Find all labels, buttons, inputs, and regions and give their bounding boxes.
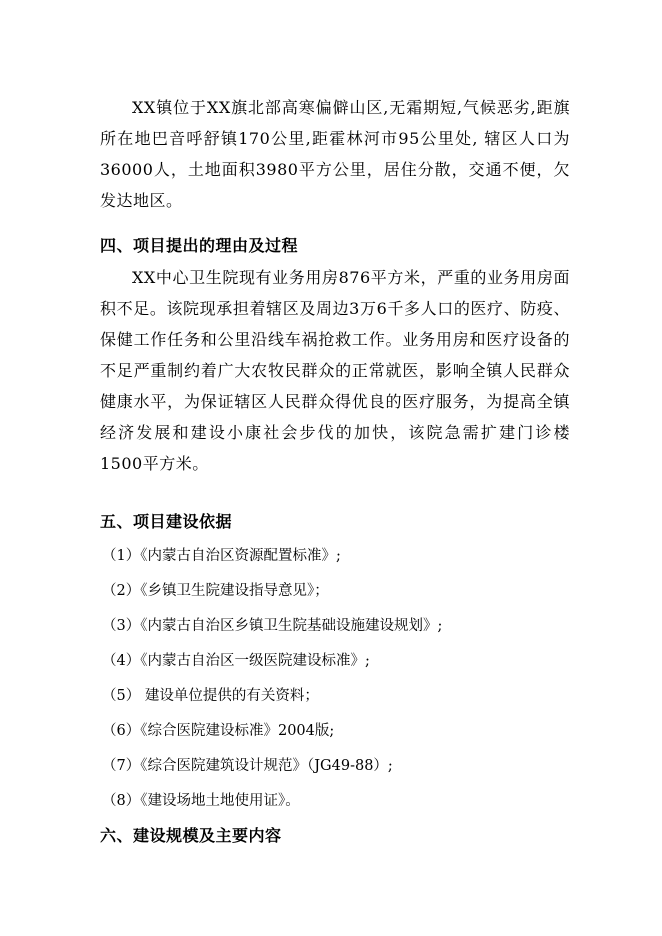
section-4-heading: 四、项目提出的理由及过程 [100,236,299,255]
basis-item-1: （1）《内蒙古自治区资源配置标准》; [102,548,341,564]
basis-item-6: （6）《综合医院建设标准》2004版; [102,723,335,739]
basis-item-2: （2）《乡镇卫生院建设指导意见》； [102,583,329,599]
section-6-heading: 六、建设规模及主要内容 [100,826,282,845]
basis-item-7: （7）《综合医院建筑设计规范》（JG49-88）; [102,758,393,774]
basis-item-4: （4）《内蒙古自治区一级医院建设标准》; [102,653,370,669]
basis-item-8: （8）《建设场地土地使用证》。 [102,793,300,809]
basis-item-5: （5） 建设单位提供的有关资料； [102,688,319,704]
intro-paragraph: XX镇位于XX旗北部高寒偏僻山区,无霜期短,气候恶劣,距旗所在地巴音呼舒镇170公里,距霍林河市95公里处, 辖区人口为36000人，土地面积3980平方公里，居住分散，交通不便，欠发达地区。 [100,98,570,210]
section-4-paragraph: XX中心卫生院现有业务用房876平方米，严重的业务用房面积不足。该院现承担着辖区及周边3万6千多人口的医疗、防疫、保健工作任务和公里沿线车祸抢救工作。业务用房和医疗设备的不足严重制约着广大农牧民群众的正常就医，影响全镇人民群众健康水平，为保证辖区人民群众得优良的医疗服务，为提高全镇经济发展和建设小康社会步伐的加快，该院急需扩建门诊楼1500平方米。 [100,268,570,473]
section-5-heading: 五、项目建设依据 [100,512,233,531]
basis-item-3: （3）《内蒙古自治区乡镇卫生院基础设施建设规划》; [102,618,443,634]
